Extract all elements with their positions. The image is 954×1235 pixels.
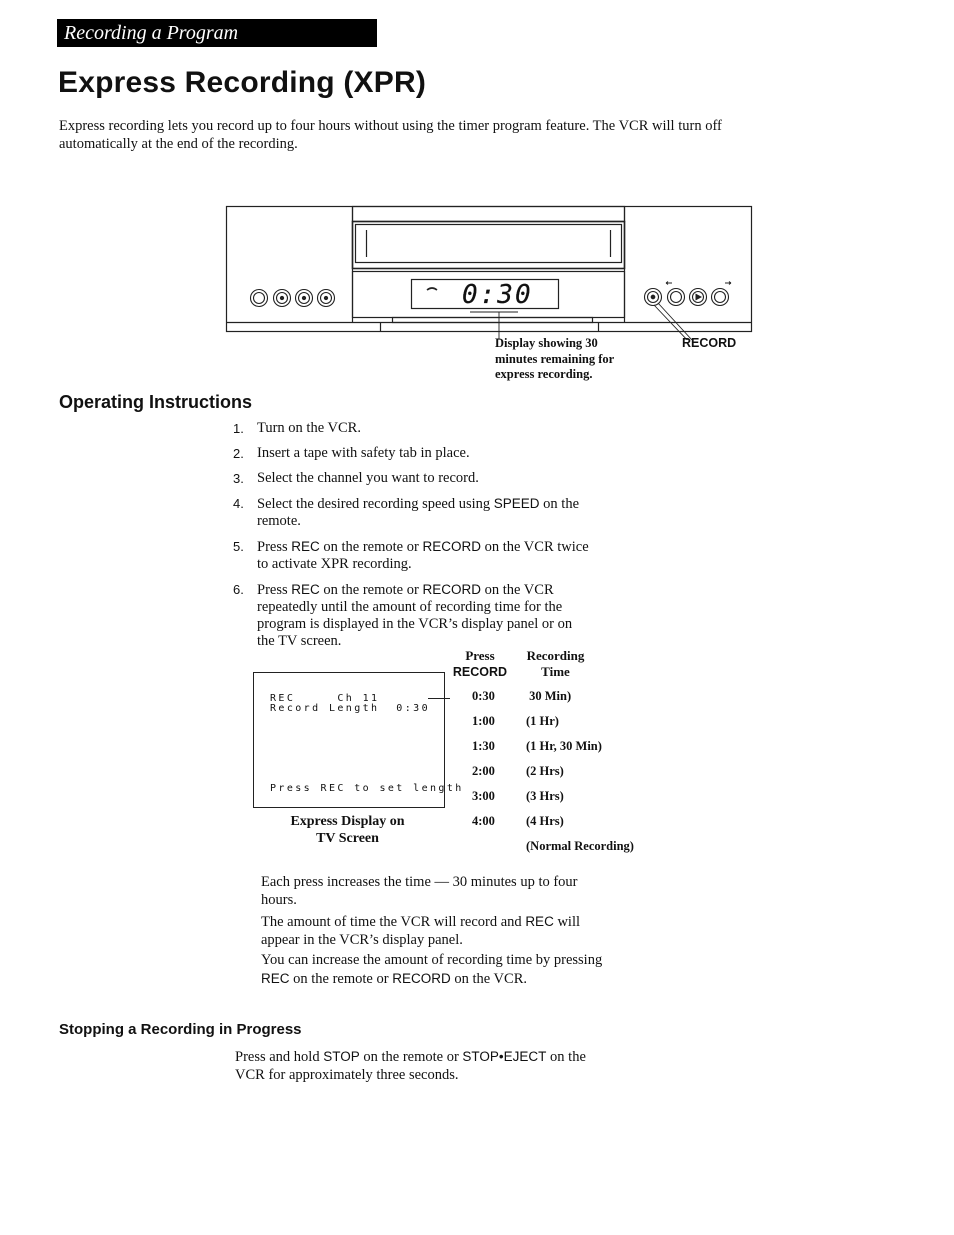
tv-screen-display <box>253 672 464 808</box>
section-header-bar: Recording a Program <box>57 19 377 47</box>
step-1: 1. Turn on the VCR. <box>233 420 361 436</box>
recording-time-column-header: Recording Time <box>526 648 585 679</box>
table-row-time: (4 Hrs) <box>526 814 564 828</box>
table-row-time: (1 Hr) <box>526 714 559 728</box>
tape-icon <box>427 288 437 290</box>
left-button-group <box>251 290 335 307</box>
right-button-group <box>645 282 732 306</box>
press-record-column-header: Press RECORD <box>452 648 508 679</box>
operating-instructions-heading: Operating Instructions <box>59 392 253 412</box>
table-row-time: (1 Hr, 30 Min) <box>526 739 602 753</box>
steps-list <box>233 420 593 658</box>
note-each-press: Each press increases the time — 30 minutes up to four hours. <box>261 874 578 908</box>
note-display-panel: The amount of time the VCR will record and REC will appear in the VCR’s display panel. <box>261 914 581 948</box>
vcr-front-panel-illustration <box>220 200 760 340</box>
tv-line-3: Press REC to set length <box>270 783 464 794</box>
table-row-press: 1:00 <box>472 714 495 728</box>
table-row-press: 3:00 <box>472 789 495 803</box>
table-row-time: (3 Hrs) <box>526 789 564 803</box>
table-row-press: 0:30 <box>472 689 495 703</box>
tv-screen-caption: Express Display on TV Screen <box>290 814 405 846</box>
stopping-paragraph: Press and hold STOP on the remote or STOP•EJECT on the VCR for approximately three seconds. <box>235 1049 586 1083</box>
table-row-press: 4:00 <box>472 814 495 828</box>
tv-line-1: REC Ch 11 <box>270 693 380 704</box>
tv-leader-line <box>428 698 450 699</box>
intro-paragraph: Express recording lets you record up to four hours without using the timer program feature. The VCR will turn off automatically at the end of the recording. <box>59 118 722 152</box>
step-4: 4. Select the desired recording speed using SPEED on the remote. <box>233 496 580 529</box>
step-6: 6. Press REC on the remote or RECORD on the VCR repeatedly until the amount of recording time for the program is displayed in the VCR’s display panel or on the TV screen. <box>233 582 573 649</box>
table-row-press: 2:00 <box>472 764 495 778</box>
table-row-time: 30 Min) <box>526 689 572 703</box>
table-row-press: 1:30 <box>472 739 495 753</box>
vcr-display-readout: 0:30 <box>462 280 533 310</box>
step-2: 2. Insert a tape with safety tab in place. <box>233 445 470 461</box>
table-final-row: (Normal Recording) <box>526 839 634 853</box>
table-row-time: (2 Hrs) <box>526 764 564 778</box>
note-increase-time: You can increase the amount of recording time by pressing REC on the remote or RECORD on the VCR. <box>261 952 603 987</box>
tv-line-2: Record Length 0:30 <box>270 703 430 714</box>
stopping-heading: Stopping a Recording in Progress <box>59 1021 302 1038</box>
step-5: 5. Press REC on the remote or RECORD on the VCR twice to activate XPR recording. <box>233 539 589 572</box>
page-title: Express Recording (XPR) <box>58 66 427 99</box>
record-label: RECORD <box>682 336 737 350</box>
display-caption: Display showing 30 minutes remaining for express recording. <box>495 336 614 381</box>
step-3: 3. Select the channel you want to record. <box>233 470 479 486</box>
